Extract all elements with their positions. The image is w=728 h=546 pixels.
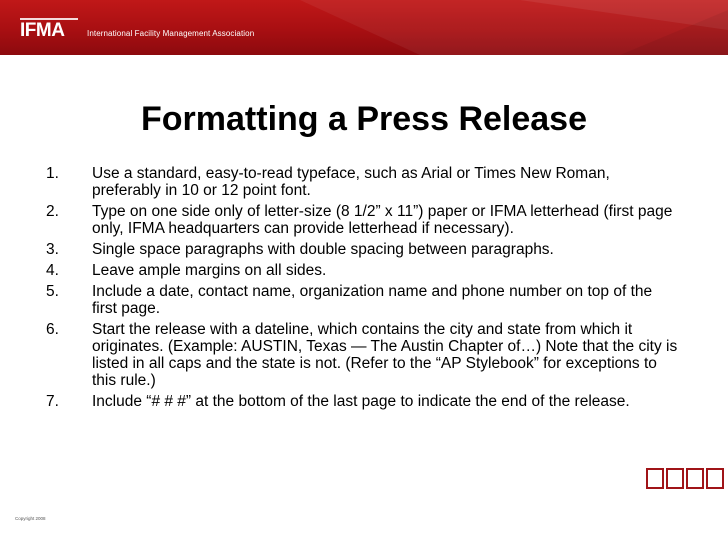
item-text: Use a standard, easy-to-read typeface, such as Arial or Times New Roman, preferably in 10 or 12 point font. [92, 165, 610, 199]
list-item [40, 321, 680, 389]
decorative-box [686, 468, 704, 489]
item-number: 1. [46, 165, 59, 182]
item-number: 4. [46, 262, 59, 279]
instruction-list [40, 165, 680, 414]
item-number: 3. [46, 241, 59, 258]
copyright-text: Copyright 2008 [15, 516, 46, 521]
item-number: 5. [46, 283, 59, 300]
list-item [40, 393, 680, 410]
list-item [40, 203, 680, 237]
item-text: Leave ample margins on all sides. [92, 262, 327, 279]
item-text: Include a date, contact name, organization name and phone number on top of the first page. [92, 283, 653, 317]
item-number: 6. [46, 321, 59, 338]
decorative-box [666, 468, 684, 489]
list-item [40, 262, 680, 279]
list-item [40, 283, 680, 317]
list-item [40, 241, 680, 258]
item-text: Include “# # #” at the bottom of the last page to indicate the end of the release. [92, 393, 630, 410]
item-text: Type on one side only of letter-size (8 1/2” x 11”) paper or IFMA letterhead (first page only, IFMA headquarters can provide letterhead if necessary). [92, 203, 673, 237]
association-name: International Facility Management Association [87, 29, 255, 38]
decorative-box [706, 468, 724, 489]
ifma-logo: IFMA [20, 20, 65, 41]
slide-title: Formatting a Press Release [141, 100, 587, 138]
header-bar [0, 0, 728, 55]
item-number: 7. [46, 393, 59, 410]
item-text: Start the release with a dateline, which contains the city and state from which it originates. (Example: AUSTIN, Texas — The Austin Chapter of…) Note that the city is listed in all caps and the state is not. (Refer to the “AP Stylebook” for exceptions to this rule.) [92, 321, 678, 389]
item-number: 2. [46, 203, 59, 220]
decorative-box [646, 468, 664, 489]
list-item [40, 165, 680, 199]
header-decoration [0, 0, 728, 55]
item-text: Single space paragraphs with double spacing between paragraphs. [92, 241, 554, 258]
